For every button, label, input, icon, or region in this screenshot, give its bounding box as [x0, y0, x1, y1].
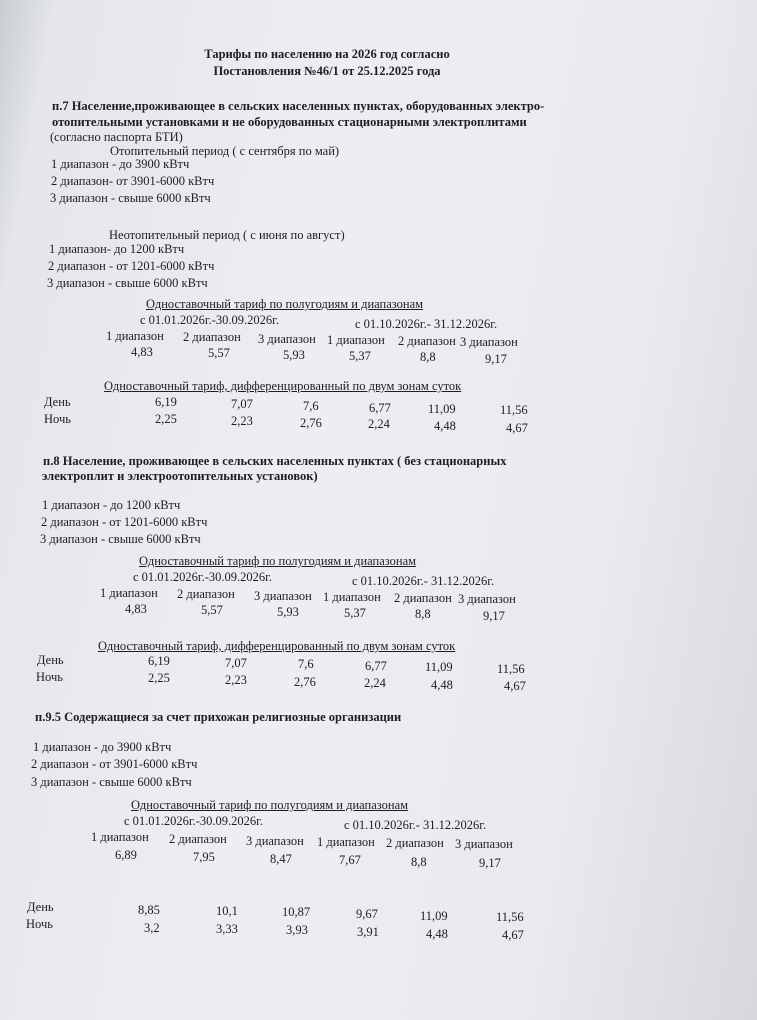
- section-p95-range-header-6: 3 диапазон: [455, 837, 513, 851]
- section-p7-single-value-5: 8,8: [420, 350, 436, 364]
- section-p7-heating-period: Отопительный период ( с сентября по май): [110, 144, 340, 158]
- section-p95-day-value-2: 10,1: [216, 904, 238, 918]
- section-p95-day-label: День: [27, 900, 54, 914]
- section-p8-range-header-5: 2 диапазон: [394, 591, 452, 605]
- section-p8-single-value-4: 5,37: [344, 606, 366, 620]
- section-p95-day-value-4: 9,67: [356, 907, 378, 921]
- section-p8-day-label: День: [37, 653, 64, 667]
- section-p95-range-header-4: 1 диапазон: [317, 835, 375, 849]
- section-p95-night-label: Ночь: [26, 917, 53, 931]
- section-p7-day-label: День: [44, 395, 71, 409]
- page-title-line1: Тарифы по населению на 2026 год согласно: [204, 47, 450, 61]
- section-p95-single-value-6: 9,17: [479, 856, 501, 870]
- section-p7-day-value-3: 7,6: [303, 399, 319, 413]
- section-p7-nonheating-period: Неотопительный период ( с июня по август): [109, 228, 345, 242]
- section-p8-range-header-2: 2 диапазон: [177, 587, 235, 601]
- section-p8-zone-tariff-title: Одноставочный тариф, дифференцированный по двум зонам суток: [98, 639, 456, 653]
- section-p8-range-2: 2 диапазон - от 1201-6000 кВтч: [41, 515, 208, 529]
- section-p7-heating-range-2: 2 диапазон- от 3901-6000 кВтч: [51, 174, 215, 188]
- section-p95-range-1: 1 диапазон - до 3900 кВтч: [33, 740, 172, 754]
- section-p95-day-value-3: 10,87: [282, 905, 311, 919]
- section-p7-range-header-4: 1 диапазон: [327, 333, 385, 347]
- section-p7-range-header-1: 1 диапазон: [106, 329, 164, 343]
- section-p8-day-value-3: 7,6: [298, 657, 314, 671]
- section-p7-day-value-4: 6,77: [369, 401, 391, 415]
- section-p8-night-value-4: 2,24: [364, 676, 386, 690]
- section-p95-heading: п.9.5 Содержащиеся за счет прихожан религиозные организации: [35, 710, 402, 724]
- section-p8-heading-line2: электроплит и электроотопительных установок): [42, 469, 318, 483]
- section-p8-day-value-1: 6,19: [148, 654, 170, 668]
- section-p7-single-tariff-title: Одноставочный тариф по полугодиям и диапазонам: [146, 297, 424, 311]
- section-p95-range-3: 3 диапазон - свыше 6000 кВтч: [31, 775, 192, 789]
- section-p95-day-value-1: 8,85: [138, 903, 160, 917]
- section-p8-single-value-3: 5,93: [277, 605, 299, 619]
- section-p95-single-value-4: 7,67: [339, 853, 361, 867]
- section-p7-night-value-5: 4,48: [434, 419, 456, 433]
- section-p7-nonheating-range-1: 1 диапазон- до 1200 кВтч: [49, 242, 185, 256]
- section-p8-range-header-4: 1 диапазон: [323, 590, 381, 604]
- section-p7-night-value-3: 2,76: [300, 416, 322, 430]
- section-p7-single-value-4: 5,37: [349, 349, 371, 363]
- section-p95-night-value-4: 3,91: [357, 925, 379, 939]
- section-p7-day-value-6: 11,56: [500, 403, 528, 417]
- section-p7-range-header-6: 3 диапазон: [460, 335, 518, 349]
- section-p8-day-value-6: 11,56: [497, 662, 525, 676]
- section-p7-heating-range-1: 1 диапазон - до 3900 кВтч: [51, 157, 190, 171]
- section-p95-single-value-2: 7,95: [193, 850, 215, 864]
- section-p8-night-label: Ночь: [36, 670, 63, 684]
- section-p7-zone-tariff-title: Одноставочный тариф, дифференцированный по двум зонам суток: [104, 379, 462, 393]
- page-title-line2: Постановления №46/1 от 25.12.2025 года: [213, 64, 441, 78]
- section-p8-half1: с 01.01.2026г.-30.09.2026г.: [133, 570, 273, 584]
- section-p95-range-header-2: 2 диапазон: [169, 832, 227, 846]
- section-p95-single-value-3: 8,47: [270, 852, 292, 866]
- section-p8-range-3: 3 диапазон - свыше 6000 кВтч: [40, 532, 201, 546]
- section-p8-range-header-6: 3 диапазон: [458, 592, 516, 606]
- section-p7-heading-line1: п.7 Население,проживающее в сельских населенных пунктах, оборудованных электро-: [52, 99, 545, 113]
- section-p7-nonheating-range-3: 3 диапазон - свыше 6000 кВтч: [47, 276, 208, 290]
- section-p8-night-value-1: 2,25: [148, 671, 170, 685]
- section-p8-night-value-6: 4,67: [504, 679, 526, 693]
- section-p7-day-value-1: 6,19: [155, 395, 177, 409]
- section-p8-half2: с 01.10.2026г.- 31.12.2026г.: [352, 574, 495, 588]
- section-p7-night-label: Ночь: [44, 412, 71, 426]
- section-p8-night-value-3: 2,76: [294, 675, 316, 689]
- section-p8-day-value-2: 7,07: [225, 656, 247, 670]
- section-p95-day-value-6: 11,56: [496, 910, 524, 924]
- section-p7-heating-range-3: 3 диапазон - свыше 6000 кВтч: [50, 191, 211, 205]
- section-p95-night-value-3: 3,93: [286, 923, 308, 937]
- section-p8-night-value-5: 4,48: [431, 678, 453, 692]
- section-p7-night-value-2: 2,23: [231, 414, 253, 428]
- section-p8-heading-line1: п.8 Население, проживающее в сельских населенных пунктах ( без стационарных: [43, 454, 507, 468]
- section-p7-day-value-5: 11,09: [428, 402, 456, 416]
- section-p7-night-value-6: 4,67: [506, 421, 528, 435]
- section-p7-single-value-6: 9,17: [485, 352, 507, 366]
- section-p95-day-value-5: 11,09: [420, 909, 448, 923]
- section-p8-day-value-5: 11,09: [425, 660, 453, 674]
- section-p8-single-value-2: 5,57: [201, 603, 223, 617]
- section-p7-heading-line2: отопительными установками и не оборудованных стационарными электроплитами: [52, 115, 527, 129]
- section-p7-single-value-2: 5,57: [208, 346, 230, 360]
- section-p95-range-header-5: 2 диапазон: [386, 836, 444, 850]
- section-p8-single-value-6: 9,17: [483, 609, 505, 623]
- section-p7-range-header-3: 3 диапазон: [258, 332, 316, 346]
- section-p7-night-value-1: 2,25: [155, 412, 177, 426]
- section-p8-range-1: 1 диапазон - до 1200 кВтч: [42, 498, 181, 512]
- section-p7-day-value-2: 7,07: [231, 397, 253, 411]
- section-p95-night-value-6: 4,67: [502, 928, 524, 942]
- section-p7-note: (согласно паспорта БТИ): [50, 130, 183, 144]
- section-p95-night-value-5: 4,48: [426, 927, 448, 941]
- section-p95-single-value-1: 6,89: [115, 848, 137, 862]
- section-p95-half2: с 01.10.2026г.- 31.12.2026г.: [344, 818, 487, 832]
- section-p95-single-value-5: 8,8: [411, 855, 427, 869]
- section-p7-range-header-5: 2 диапазон: [398, 334, 456, 348]
- section-p7-single-value-1: 4,83: [131, 345, 153, 359]
- section-p95-range-2: 2 диапазон - от 3901-6000 кВтч: [31, 757, 198, 771]
- section-p8-night-value-2: 2,23: [225, 673, 247, 687]
- section-p95-range-header-3: 3 диапазон: [246, 834, 304, 848]
- section-p95-single-tariff-title: Одноставочный тариф по полугодиям и диапазонам: [131, 798, 409, 812]
- section-p8-single-tariff-title: Одноставочный тариф по полугодиям и диапазонам: [139, 554, 417, 568]
- section-p7-single-value-3: 5,93: [283, 348, 305, 362]
- section-p8-range-header-1: 1 диапазон: [100, 586, 158, 600]
- section-p7-night-value-4: 2,24: [368, 417, 390, 431]
- section-p8-single-value-5: 8,8: [415, 607, 431, 621]
- section-p95-half1: с 01.01.2026г.-30.09.2026г.: [124, 814, 264, 828]
- section-p7-half1: с 01.01.2026г.-30.09.2026г.: [140, 313, 280, 327]
- section-p8-single-value-1: 4,83: [125, 602, 147, 616]
- section-p7-nonheating-range-2: 2 диапазон - от 1201-6000 кВтч: [48, 259, 215, 273]
- section-p95-range-header-1: 1 диапазон: [91, 830, 149, 844]
- section-p8-range-header-3: 3 диапазон: [254, 589, 312, 603]
- section-p95-night-value-2: 3,33: [216, 922, 238, 936]
- section-p7-half2: с 01.10.2026г.- 31.12.2026г.: [355, 317, 498, 331]
- section-p7-range-header-2: 2 диапазон: [183, 330, 241, 344]
- section-p95-night-value-1: 3,2: [144, 921, 160, 935]
- section-p8-day-value-4: 6,77: [365, 659, 387, 673]
